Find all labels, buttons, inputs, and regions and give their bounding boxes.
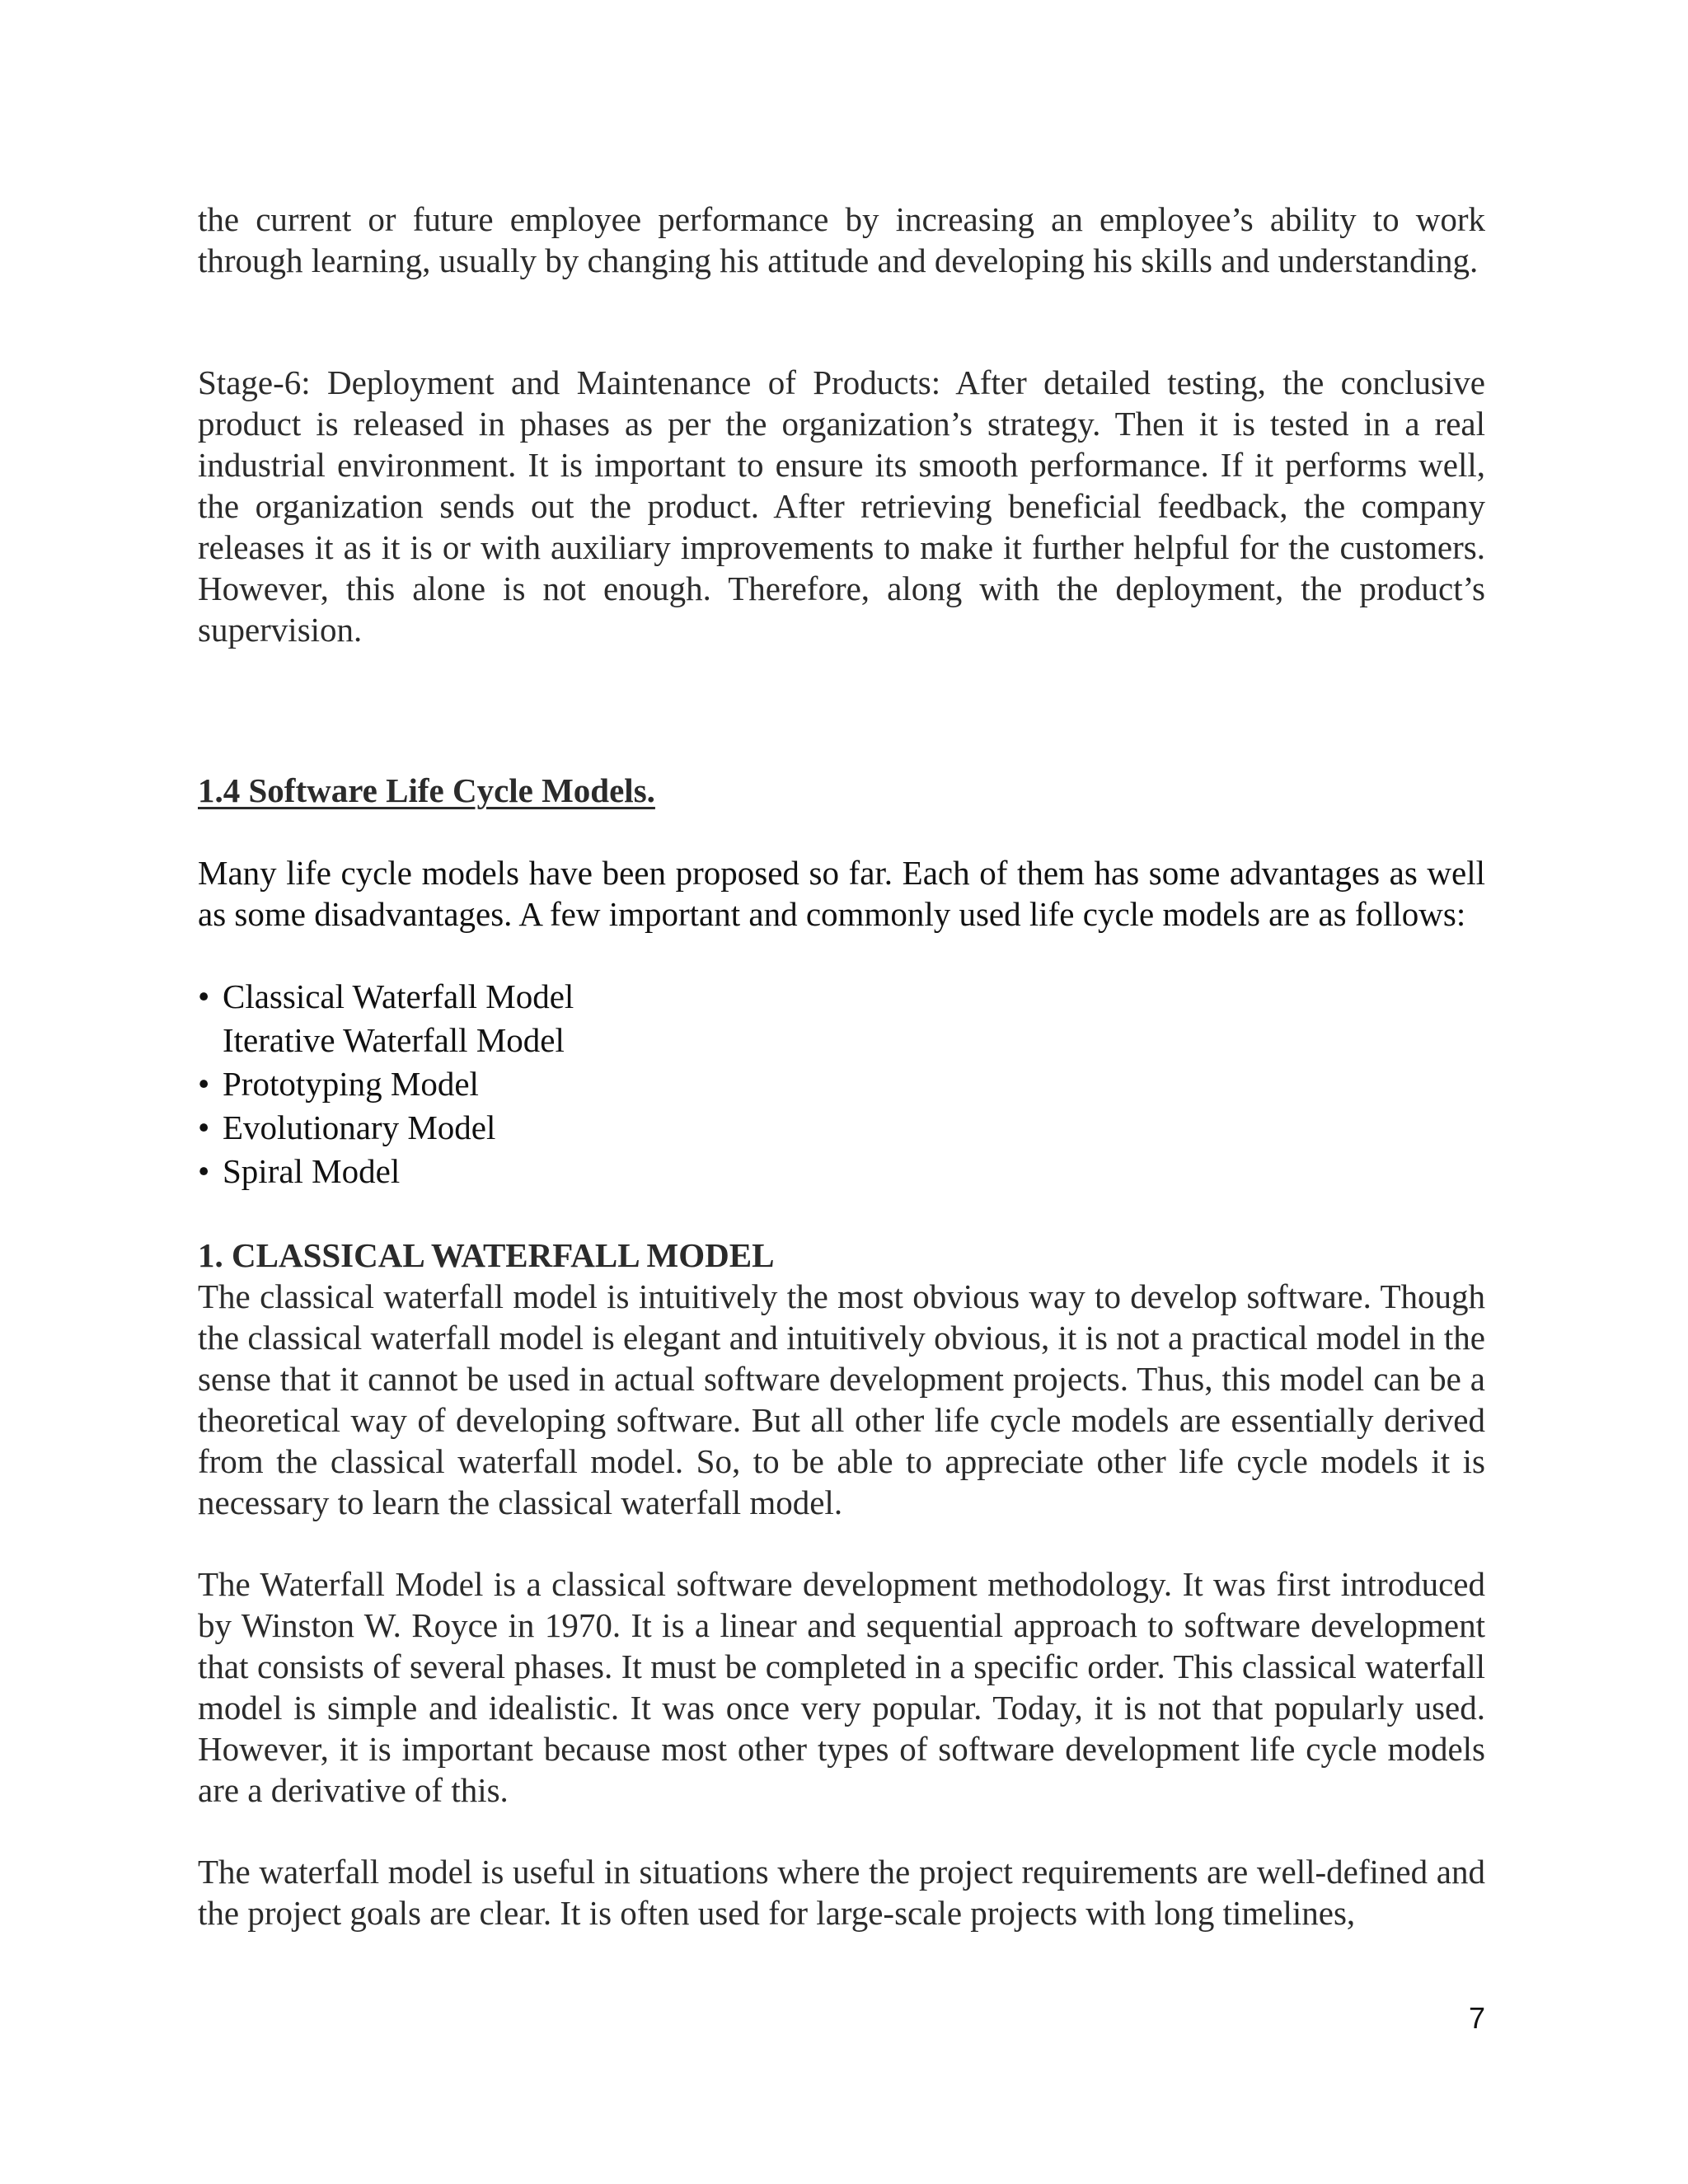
continuation-paragraph: the current or future employee performance by increasing an employee’s ability to work through learning, usually by changing his attitude and developing his skills and understanding. — [198, 200, 1485, 279]
waterfall-heading: 1. CLASSICAL WATERFALL MODEL — [198, 1236, 775, 1274]
waterfall-paragraph-3: The waterfall model is useful in situations where the project requirements are well-defined and the project goals are clear. It is often used for large-scale projects with long timelines, — [198, 1853, 1485, 1932]
bullet-icon: • — [198, 977, 210, 1015]
list-item: • Spiral Model — [198, 1150, 1485, 1193]
list-item: • Evolutionary Model — [198, 1106, 1485, 1150]
section-intro-paragraph: Many life cycle models have been proposed so far. Each of them has some advantages as well as some disadvantages. A few important and commonly used life cycle models are as follows: — [198, 854, 1485, 933]
list-item: • Classical Waterfall Model — [198, 975, 1485, 1019]
page-number: 7 — [1468, 2001, 1485, 2035]
section-heading: 1.4 Software Life Cycle Models. — [198, 771, 655, 809]
bullet-icon: • — [198, 1108, 210, 1146]
list-item: Iterative Waterfall Model — [223, 1021, 565, 1059]
waterfall-paragraph-2: The Waterfall Model is a classical software development methodology. It was first introduced by Winston W. Royce in 1970. It is a linear and sequential approach to software development that consists of several phases. It must be completed in a specific order. This classical waterfall model is simple and idealistic. It was once very popular. Today, it is not that popularly used. However, it is important because most other types of software development life cycle models are a derivative of this. — [198, 1565, 1485, 1809]
life-cycle-model-list — [198, 975, 1485, 1193]
stage6-paragraph: Stage-6: Deployment and Maintenance of Products: After detailed testing, the conclusive product is released in phases as per the organization’s strategy. Then it is tested in a real industrial environment. It is important to ensure its smooth performance. If it performs well, the organization sends out the product. After retrieving beneficial feedback, the company releases it as it is or with auxiliary improvements to make it further helpful for the customers. However, this alone is not enough. Therefore, along with the deployment, the product’s supervision. — [198, 363, 1485, 649]
list-item: • Prototyping Model — [198, 1062, 1485, 1106]
bullet-icon: • — [198, 1065, 210, 1103]
bullet-icon: • — [198, 1152, 210, 1190]
waterfall-paragraph-1: The classical waterfall model is intuitively the most obvious way to develop software. Though the classical waterfall model is elegant and intuitively obvious, it is not a practical model in the sense that it cannot be used in actual software development projects. Thus, this model can be a theoretical way of developing software. But all other life cycle models are essentially derived from the classical waterfall model. So, to be able to appreciate other life cycle models it is necessary to learn the classical waterfall model. — [198, 1277, 1485, 1521]
